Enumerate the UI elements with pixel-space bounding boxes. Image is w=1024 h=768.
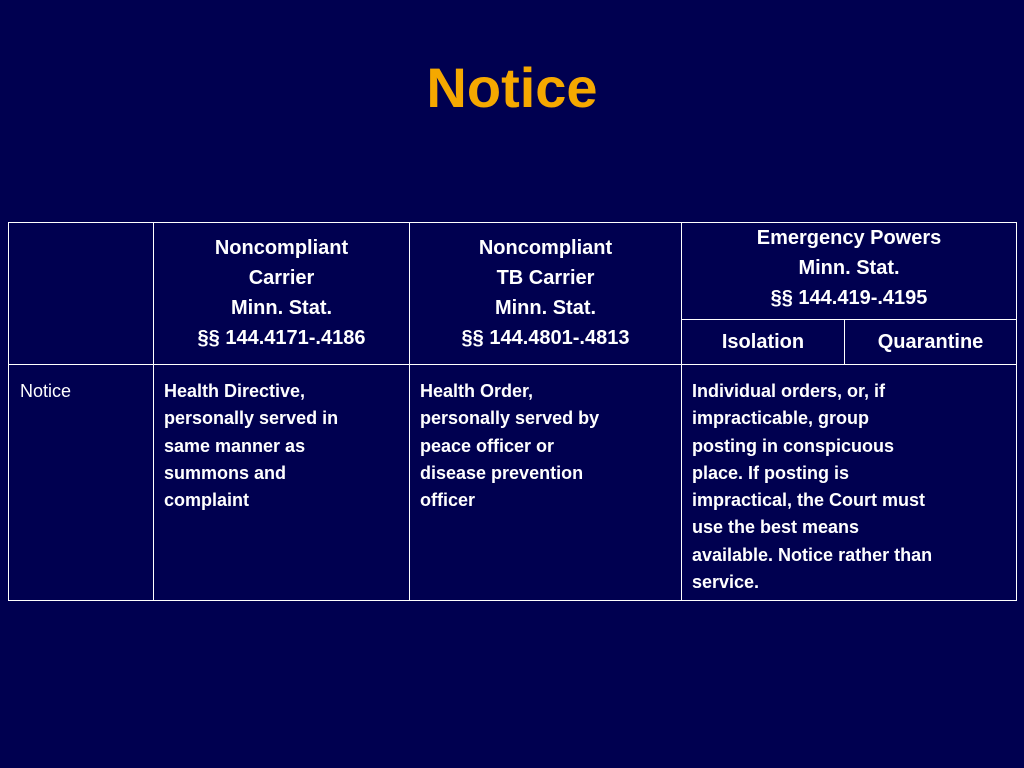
header-quarantine: Quarantine xyxy=(845,320,1017,365)
header-text-line: Minn. Stat. xyxy=(230,297,333,319)
cell-text-line: Individual orders, or, if xyxy=(692,381,886,401)
cell-text-line: summons and xyxy=(164,462,287,483)
cell-noncompliant-carrier-notice xyxy=(154,365,410,601)
header-text-line: §§ 144.419-.4195 xyxy=(770,287,928,309)
cell-text-line: Health Directive, xyxy=(164,381,306,401)
cell-text-line: personally served in xyxy=(164,408,339,429)
header-isolation: Isolation xyxy=(682,320,845,365)
cell-text-line: same manner as xyxy=(164,435,306,456)
header-text-line: TB Carrier xyxy=(496,267,595,289)
header-noncompliant-tb-carrier xyxy=(410,223,682,365)
cell-text-line: complaint xyxy=(164,490,250,511)
header-corner-cell xyxy=(9,223,154,365)
notice-table xyxy=(8,222,1017,601)
header-text-line: §§ 144.4801-.4813 xyxy=(461,327,630,349)
cell-text-line: peace officer or xyxy=(420,435,555,456)
header-text-line: Noncompliant xyxy=(214,237,349,259)
header-emergency-powers xyxy=(682,223,1017,320)
header-text-line: Minn. Stat. xyxy=(798,257,900,279)
cell-text-line: available. Notice rather than xyxy=(692,544,933,565)
cell-text-line: place. If posting is xyxy=(692,462,850,483)
header-text-line: Emergency Powers xyxy=(756,227,942,249)
row-label-notice: Notice xyxy=(9,365,154,601)
cell-text-line: officer xyxy=(420,490,476,511)
header-text-line: Noncompliant xyxy=(478,237,613,259)
slide-title: Notice xyxy=(426,56,598,119)
header-text-line: Minn. Stat. xyxy=(494,297,597,319)
cell-noncompliant-tb-carrier-notice xyxy=(410,365,682,601)
cell-text-line: personally served by xyxy=(420,408,600,429)
cell-text-line: impracticable, group xyxy=(692,408,870,429)
header-text-line: §§ 144.4171-.4186 xyxy=(197,327,366,349)
header-text-line: Carrier xyxy=(248,267,315,289)
cell-text-line: disease prevention xyxy=(420,462,584,483)
cell-text-line: Health Order, xyxy=(420,381,534,401)
cell-text-line: use the best means xyxy=(692,517,860,538)
cell-text-line: impractical, the Court must xyxy=(692,490,926,511)
cell-emergency-powers-notice xyxy=(682,365,1017,601)
header-noncompliant-carrier xyxy=(154,223,410,365)
cell-text-line: service. xyxy=(692,572,760,593)
cell-text-line: posting in conspicuous xyxy=(692,435,894,456)
